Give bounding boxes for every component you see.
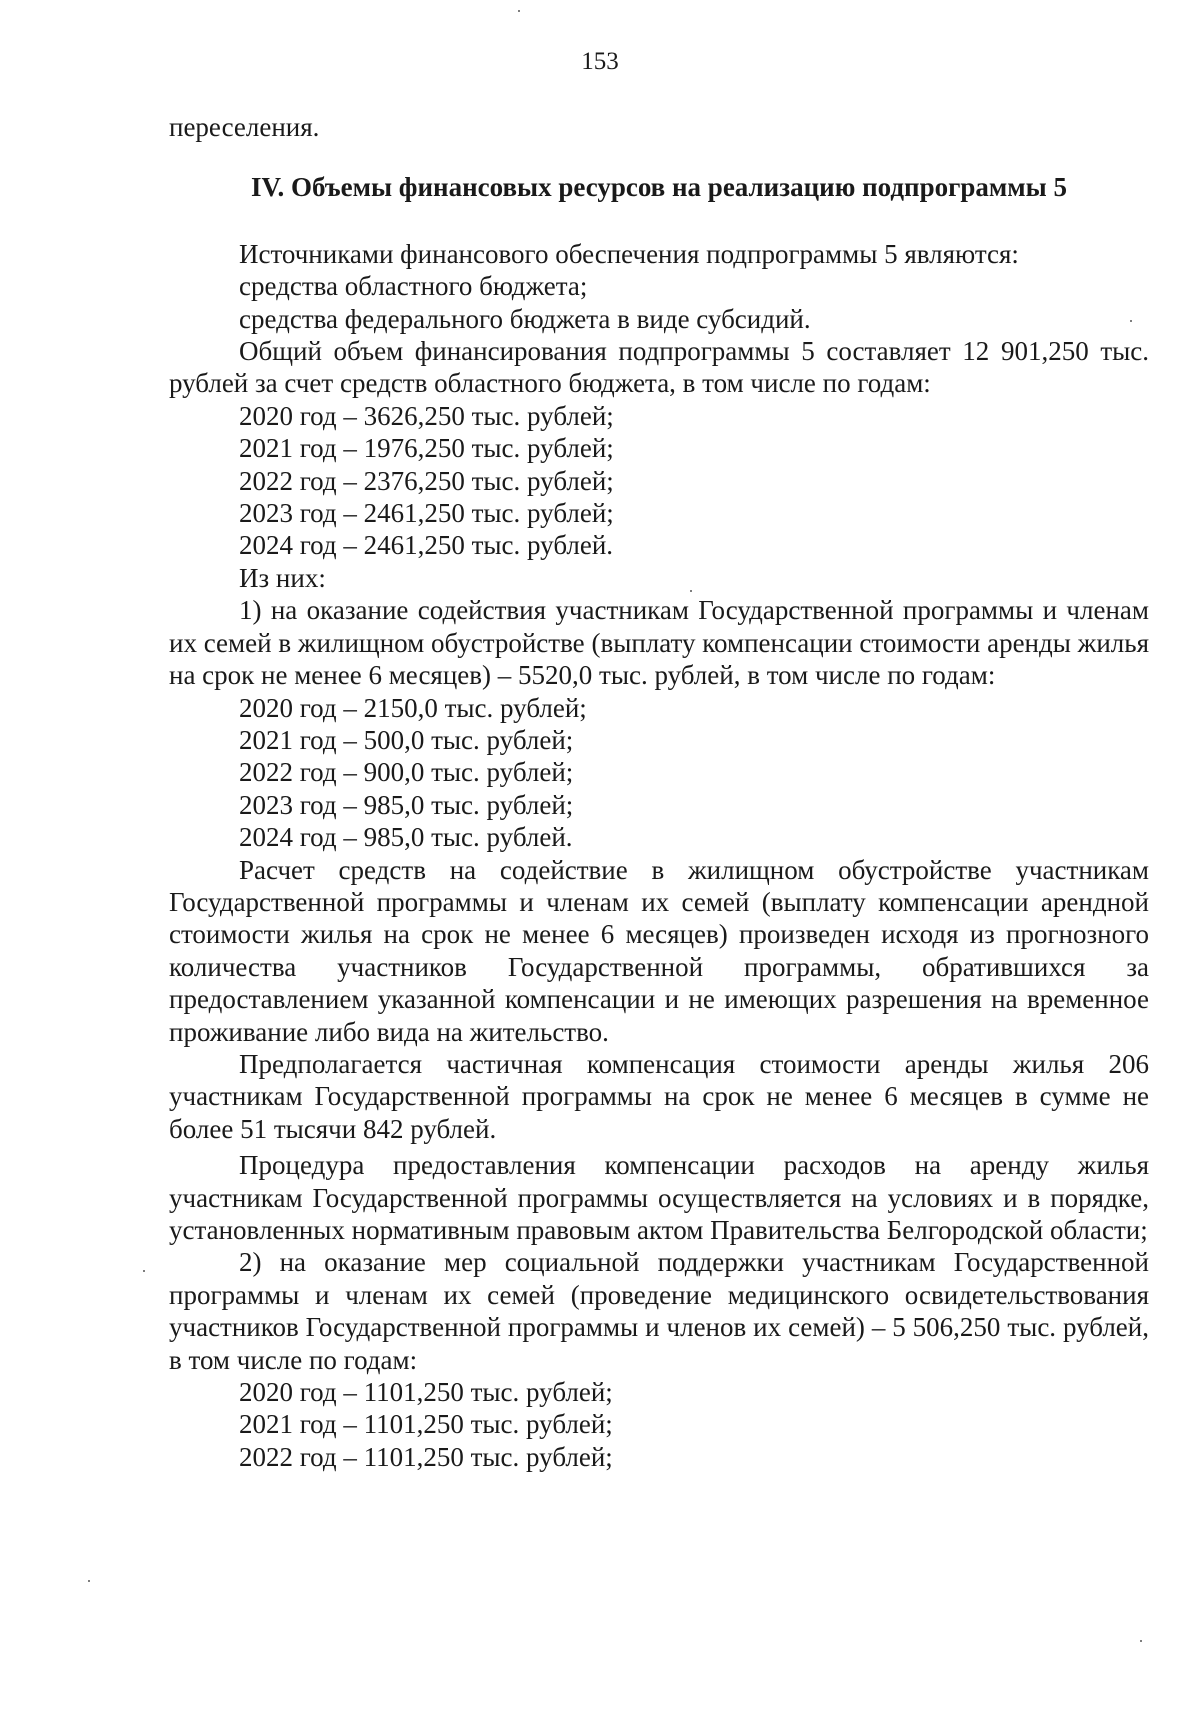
paragraph-procedure: Процедура предоставления компенсации расходов на аренду жилья участникам Государственной программы осуществляется на условиях и в порядке, установленных нормативным правовым актом Правительства Белгородской области; [169,1150,1149,1245]
page-number: 153 [581,48,619,75]
total-year-2023: 2023 год – 2461,250 тыс. рублей; [239,498,614,529]
section-heading: IV. Объемы финансовых ресурсов на реализацию подпрограммы 5 [251,172,1067,203]
item2-year-2021: 2021 год – 1101,250 тыс. рублей; [239,1409,613,1440]
paragraph-source-regional: средства областного бюджета; [239,271,588,302]
scan-speck [690,590,692,592]
scan-speck [1140,1640,1142,1642]
paragraph-assumed-compensation: Предполагается частичная компенсация стоимости аренды жилья 206 участникам Государственной программы на срок не менее 6 месяцев в сумме не более 51 тысячи 842 рублей. [169,1048,1149,1144]
document-body [169,111,1149,1473]
scan-speck [518,10,520,12]
scan-speck [143,1270,145,1272]
item1-year-2023: 2023 год – 985,0 тыс. рублей; [239,789,574,820]
item1-year-2022: 2022 год – 900,0 тыс. рублей; [239,757,574,788]
item1-year-2021: 2021 год – 500,0 тыс. рублей; [239,724,574,755]
item2-year-2020: 2020 год – 1101,250 тыс. рублей; [239,1377,613,1408]
total-year-2021: 2021 год – 1976,250 тыс. рублей; [239,433,614,464]
paragraph-sources-intro: Источниками финансового обеспечения подпрограммы 5 являются: [239,238,1019,269]
paragraph-source-federal: средства федерального бюджета в виде субсидий. [239,303,811,334]
paragraph-item-1: 1) на оказание содействия участникам Государственной программы и членам их семей в жилищном обустройстве (выплату компенсации стоимости аренды жилья на срок не менее 6 месяцев) – 5520,0 тыс. рублей, в том числе по годам: [169,595,1149,691]
scan-speck [1130,320,1132,322]
item1-year-2024: 2024 год – 985,0 тыс. рублей. [239,822,573,853]
carry-over-text: переселения. [169,112,320,142]
total-year-2020: 2020 год – 3626,250 тыс. рублей; [239,400,614,431]
of-them-label: Из них: [239,562,326,593]
item1-year-2020: 2020 год – 2150,0 тыс. рублей; [239,692,587,723]
scan-speck [88,1580,90,1582]
total-year-2022: 2022 год – 2376,250 тыс. рублей; [239,465,614,496]
paragraph-calculation: Расчет средств на содействие в жилищном обустройстве участникам Государственной программы и членам их семей (выплату компенсации арендной стоимости жилья на срок не менее 6 месяцев) произведен исходя из прогнозного количества участников Государственной программы, обратившихся за предоставлением указанной компенсации и не имеющих разрешения на временное проживание либо вида на жительство. [169,854,1149,1047]
item2-year-2022: 2022 год – 1101,250 тыс. рублей; [239,1441,613,1472]
total-year-2024: 2024 год – 2461,250 тыс. рублей. [239,530,614,561]
paragraph-item-2: 2) на оказание мер социальной поддержки участникам Государственной программы и членам их семей (проведение медицинского освидетельствования участников Государственной программы и членов их семей) – 5 506,250 тыс. рублей, в том числе по годам: [169,1247,1149,1375]
paragraph-total-funding: Общий объем финансирования подпрограммы 5 составляет 12 901,250 тыс. рублей за счет средств областного бюджета, в том числе по годам: [169,336,1149,399]
